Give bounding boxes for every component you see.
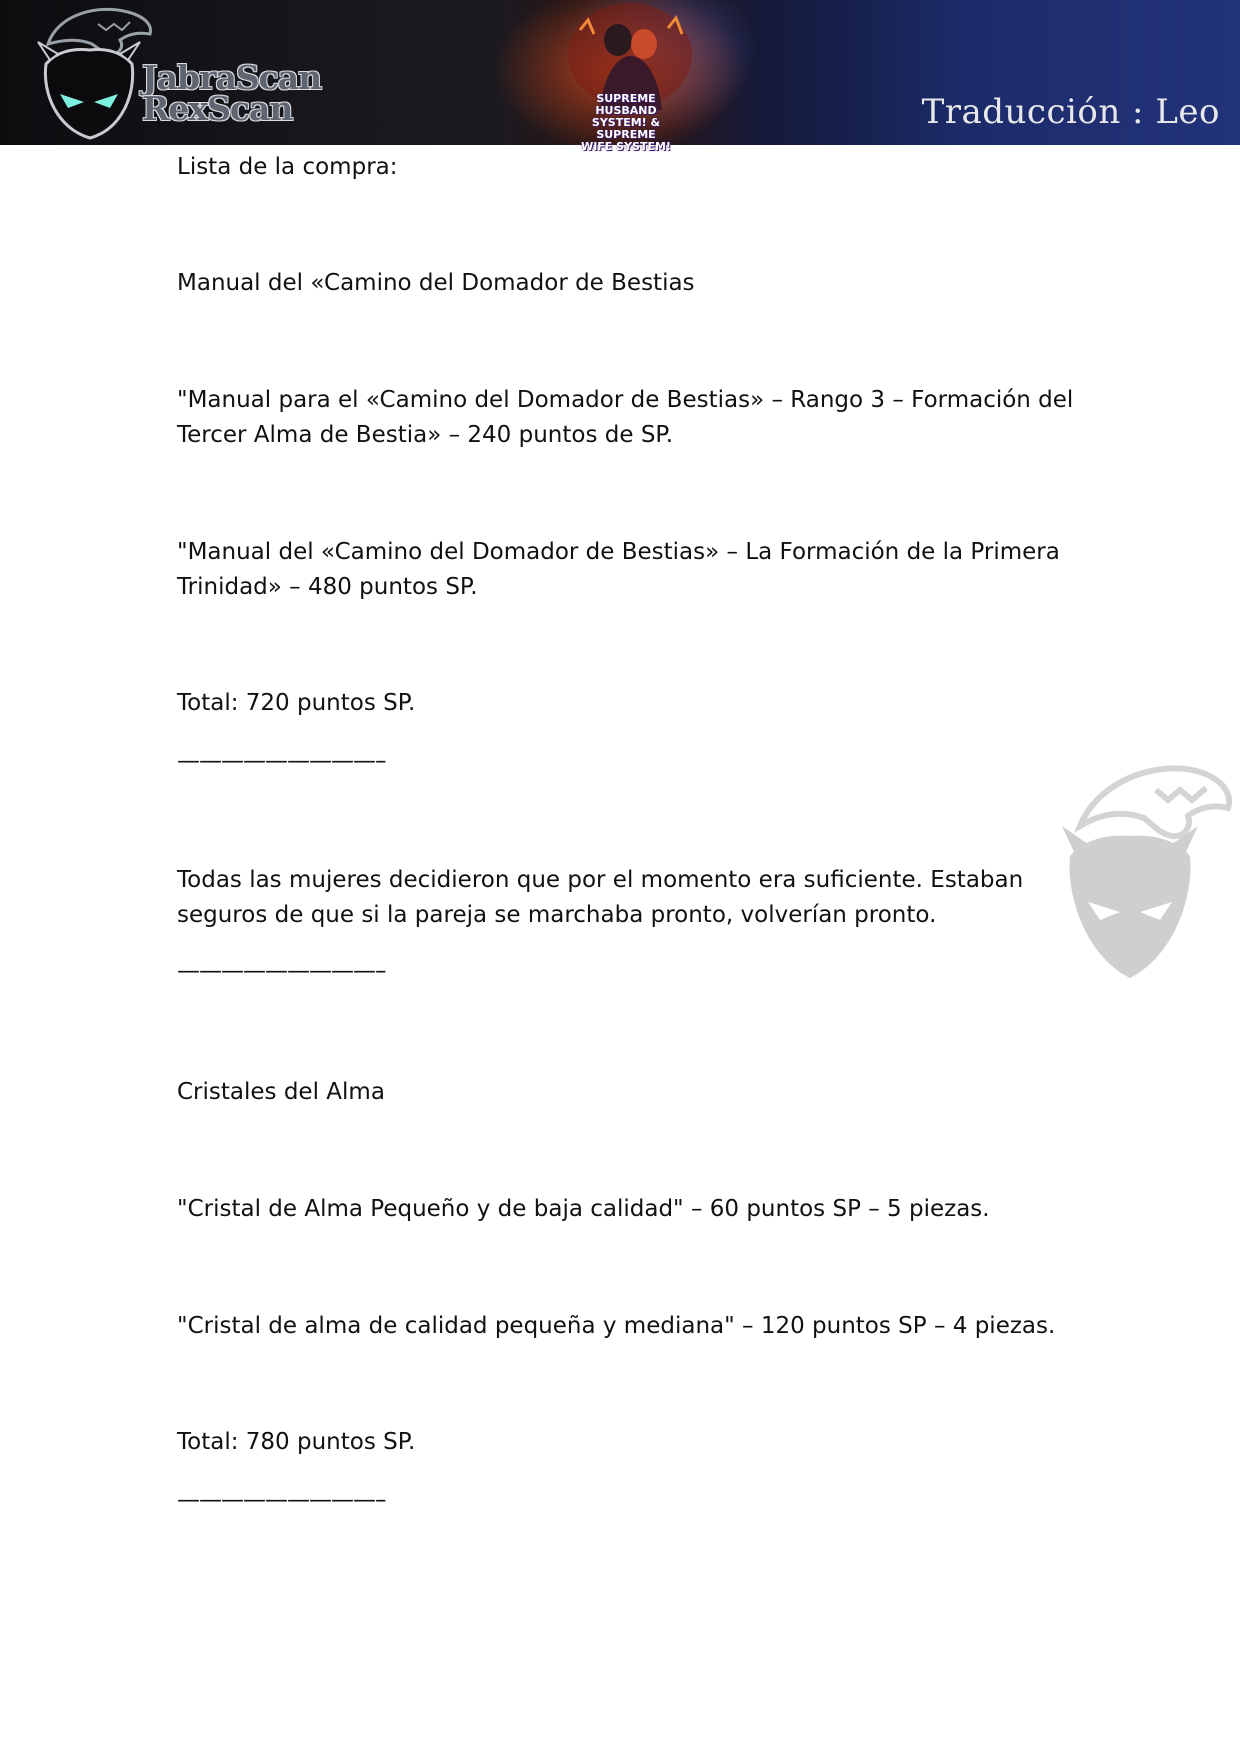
dinosaur-mask-logo-icon bbox=[28, 4, 158, 142]
section-heading-beast-tamer-manual: Manual del «Camino del Domador de Bestias bbox=[177, 270, 695, 296]
dinosaur-mask-watermark-icon bbox=[1060, 756, 1235, 984]
header-banner bbox=[0, 0, 1240, 153]
list-item-small-low-crystal: "Cristal de Alma Pequeño y de baja calidad" – 60 puntos SP – 5 piezas. bbox=[177, 1196, 990, 1222]
list-item-manual-rank-3: "Manual para el «Camino del Domador de Bestias» – Rango 3 – Formación del Tercer Alma de Bestia» – 240 puntos de SP. bbox=[177, 387, 1074, 448]
subtotal-manuals: Total: 720 puntos SP. bbox=[177, 690, 416, 716]
subtotal-crystals: Total: 780 puntos SP. bbox=[177, 1429, 416, 1455]
brand-line-1: JabraScan bbox=[142, 58, 322, 97]
section-divider-1: —————————– bbox=[177, 748, 386, 774]
translation-credit: Traducción : Leo bbox=[921, 92, 1220, 132]
list-item-manual-first-trinity: "Manual del «Camino del Domador de Bestias» – La Formación de la Primera Trinidad» – 480 puntos SP. bbox=[177, 539, 1060, 600]
narrative-paragraph: Todas las mujeres decidieron que por el momento era suficiente. Estaban seguros de que si la pareja se marchaba pronto, volverían pronto. bbox=[177, 867, 1024, 928]
series-title-line-1: SUPREME HUSBAND bbox=[595, 92, 657, 117]
series-title bbox=[566, 93, 686, 153]
shopping-list-heading: Lista de la compra: bbox=[177, 154, 398, 180]
series-title-line-3: WIFE SYSTEM! bbox=[581, 140, 671, 153]
list-item-small-medium-crystal: "Cristal de alma de calidad pequeña y mediana" – 120 puntos SP – 4 piezas. bbox=[177, 1313, 1056, 1339]
section-heading-soul-crystals: Cristales del Alma bbox=[177, 1079, 385, 1105]
brand-line-2: RexScan bbox=[142, 89, 293, 128]
series-title-line-2: SYSTEM! & SUPREME bbox=[591, 116, 661, 141]
scan-group-brand bbox=[142, 58, 322, 128]
section-divider-3: —————————– bbox=[177, 1487, 386, 1513]
section-divider-2: —————————– bbox=[177, 958, 386, 984]
